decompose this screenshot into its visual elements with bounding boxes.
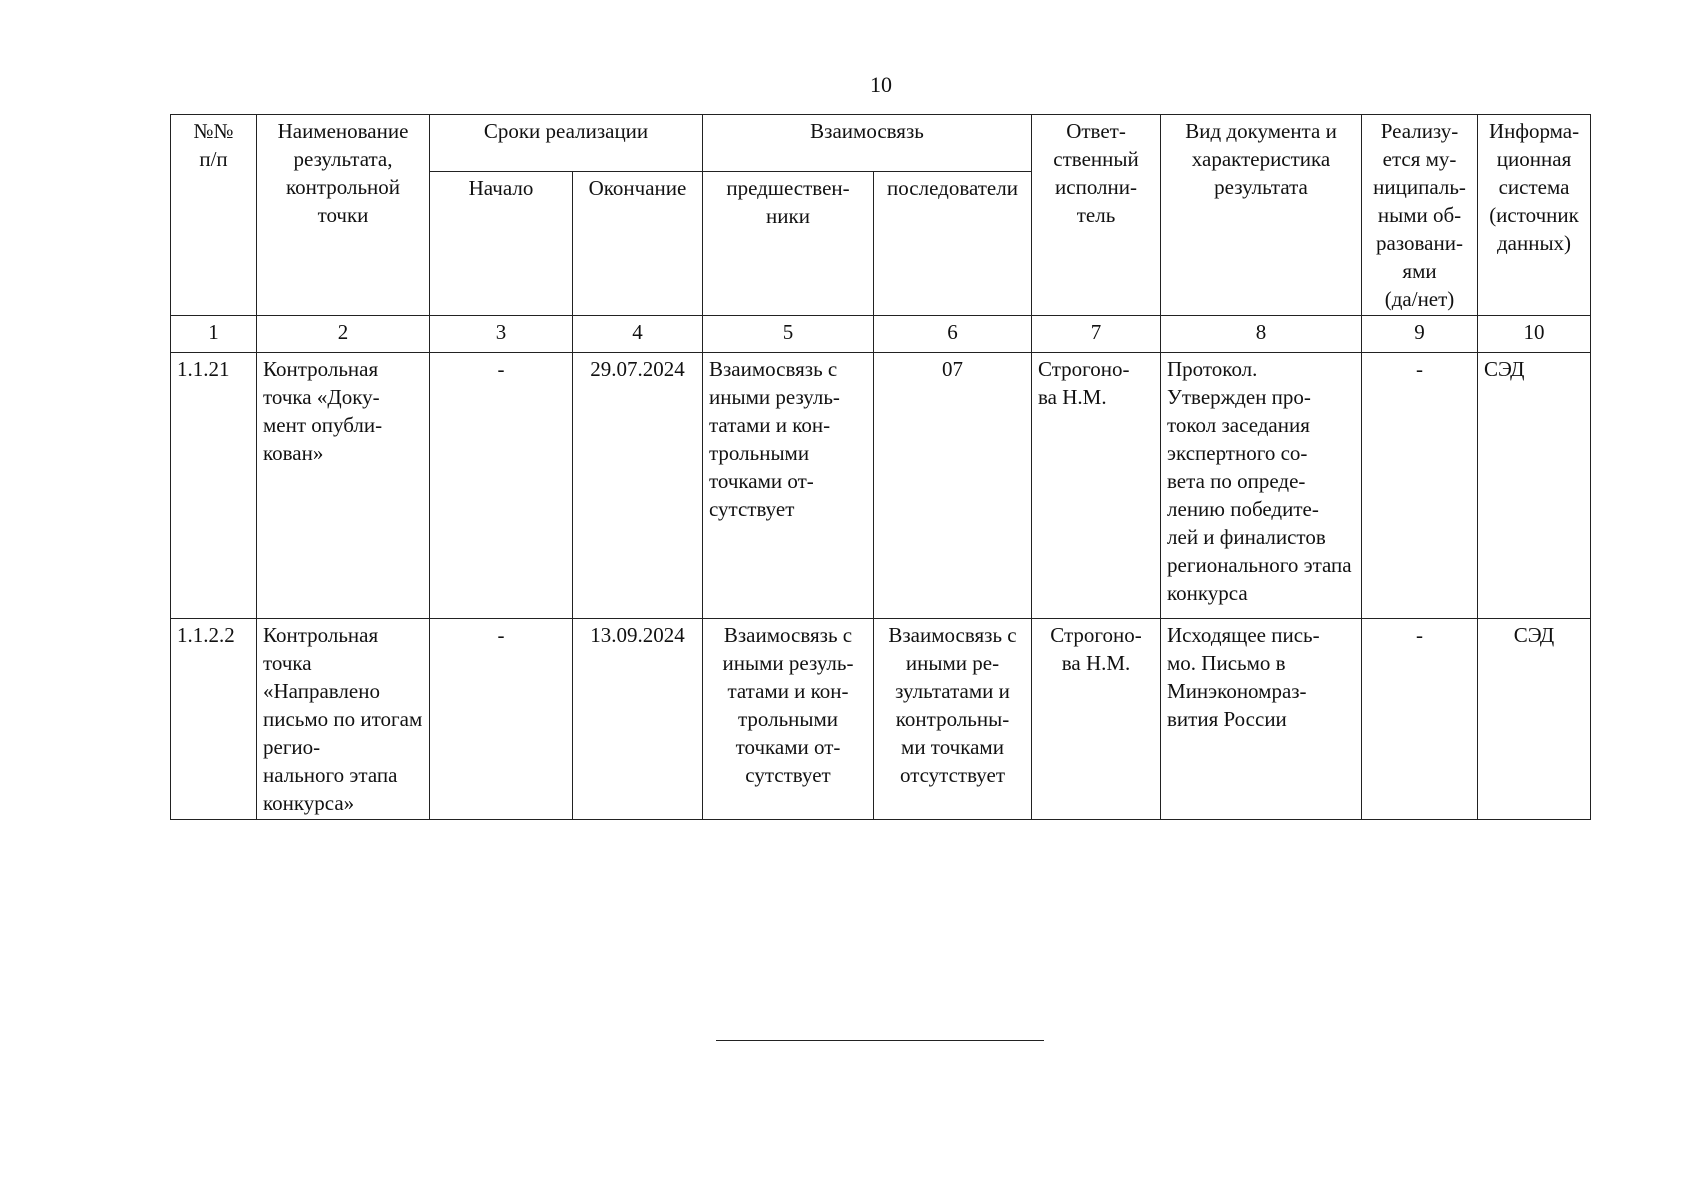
plan-table [170,114,1591,820]
header-name: Наименование результата, контрольной точки [257,115,430,316]
header-doc-type: Вид документа и характеристика результата [1161,115,1362,316]
column-number: 4 [573,316,703,353]
header-num: №№ п/п [171,115,257,316]
column-number: 2 [257,316,430,353]
header-successors: последователи [874,172,1032,316]
row-start: - [430,619,573,820]
row-responsible: Строгоно- ва Н.М. [1032,353,1161,619]
row-num: 1.1.21 [171,353,257,619]
row-responsible: Строгоно- ва Н.М. [1032,619,1161,820]
column-number: 3 [430,316,573,353]
table-row [171,619,1591,820]
row-successors: Взаимосвязь с иными ре- зультатами и контрольны- ми точками отсутствует [874,619,1032,820]
column-number: 7 [1032,316,1161,353]
footer-separator-line [716,1040,1044,1041]
header-end: Окончание [573,172,703,316]
column-number: 10 [1478,316,1591,353]
row-doc-type: Исходящее пись- мо. Письмо в Минэкономраз- вития России [1161,619,1362,820]
column-number: 9 [1362,316,1478,353]
row-end: 13.09.2024 [573,619,703,820]
column-number: 8 [1161,316,1362,353]
header-responsible: Ответ- ственный исполни- тель [1032,115,1161,316]
table-row [171,353,1591,619]
row-name: Контрольная точка «Доку- мент опубли- кован» [257,353,430,619]
row-municipal: - [1362,353,1478,619]
row-predecessors: Взаимосвязь с иными резуль- татами и кон- трольными точками от- сутствует [703,353,874,619]
column-number: 5 [703,316,874,353]
column-number-row [171,316,1591,353]
header-terms: Сроки реализации [430,115,703,172]
header-relation: Взаимосвязь [703,115,1032,172]
row-info-system: СЭД [1478,619,1591,820]
column-number: 1 [171,316,257,353]
header-start: Начало [430,172,573,316]
row-start: - [430,353,573,619]
row-municipal: - [1362,619,1478,820]
row-doc-type: Протокол. Утвержден про- токол заседания экспертного со- вета по опреде- лению победите- лей и финалистов регионального этапа конкурса [1161,353,1362,619]
row-end: 29.07.2024 [573,353,703,619]
row-successors: 07 [874,353,1032,619]
page-number: 10 [870,72,892,97]
row-name: Контрольная точка «Направлено письмо по итогам регио- нального этапа конкурса» [257,619,430,820]
header-info-system: Информа- ционная система (источник данных) [1478,115,1591,316]
column-number: 6 [874,316,1032,353]
row-num: 1.1.2.2 [171,619,257,820]
row-predecessors: Взаимосвязь с иными резуль- татами и кон- трольными точками от- сутствует [703,619,874,820]
header-predecessors: предшествен- ники [703,172,874,316]
row-info-system: СЭД [1478,353,1591,619]
header-municipal: Реализу- ется му- ниципаль- ными об- разовани- ями (да/нет) [1362,115,1478,316]
